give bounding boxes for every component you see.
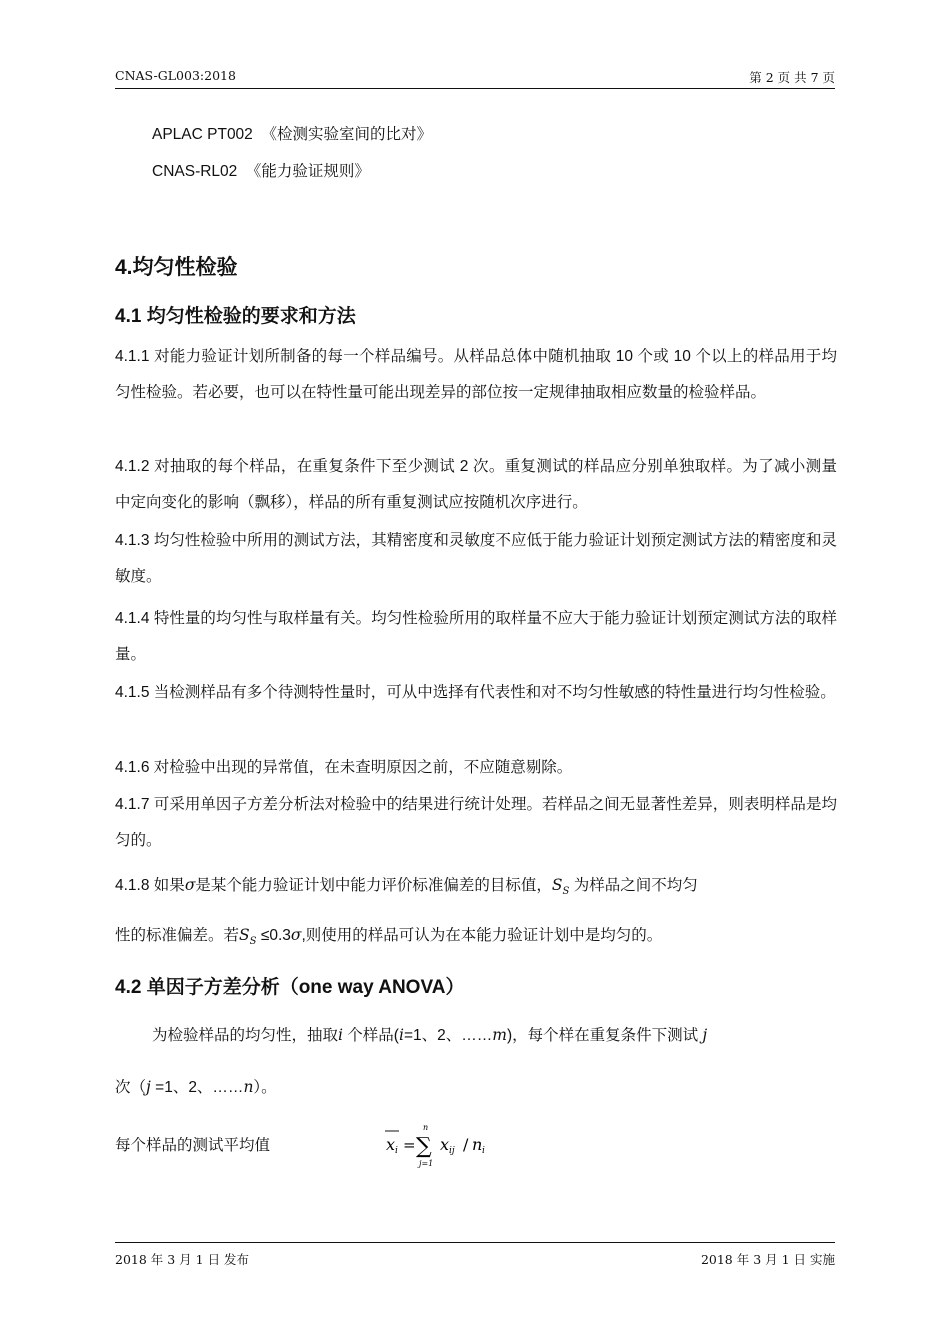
clause-text: ,则使用的样品可认为在本能力验证计划中是均匀的。	[301, 927, 663, 944]
var-m: m	[492, 1026, 507, 1044]
anova-text: =1、2、……	[403, 1027, 493, 1044]
clause-number: 4.1.1	[115, 348, 150, 365]
clause-text: 均匀性检验中所用的测试方法，其精密度和灵敏度不应低于能力验证计划预定测试方法的精密度和灵敏度。	[115, 532, 837, 585]
clause-number: 4.1.5	[115, 684, 150, 701]
sum-upper-limit: n	[423, 1123, 429, 1132]
clause-4-1-8-line1	[115, 873, 837, 897]
var-n: n	[243, 1078, 254, 1096]
ss-base: S	[239, 926, 250, 944]
clause-text: 可采用单因子方差分析法对检验中的结果进行统计处理。若样品之间无显著性差异，则表明样品是均匀的。	[115, 796, 837, 849]
formula-denom: n	[472, 1135, 483, 1154]
clause-text: 性的标准偏差。若	[115, 927, 240, 944]
formula-eq: =	[403, 1136, 416, 1154]
reference-code: APLAC PT002	[152, 126, 253, 143]
doc-code: CNAS-GL003:2018	[115, 68, 236, 83]
sum-icon: ∑	[416, 1134, 432, 1159]
subsection-title: 4.1 均匀性检验的要求和方法	[115, 306, 356, 327]
var-i: i	[398, 1026, 404, 1044]
formula-term-sub: ij	[449, 1146, 455, 1156]
clause-4-1-6	[115, 750, 837, 786]
footer-divider	[115, 1242, 835, 1243]
clause-4-1-5	[115, 675, 837, 711]
var-j: j	[146, 1078, 151, 1096]
clause-number: 4.1.3	[115, 532, 150, 549]
header-divider	[115, 88, 835, 89]
formula-denom-sub: i	[482, 1146, 485, 1156]
reference-item	[152, 159, 370, 181]
page-header	[115, 66, 835, 88]
clause-4-1-8-line2	[115, 923, 837, 947]
clause-4-1-2	[115, 449, 837, 521]
clause-text: 特性量的均匀性与取样量有关。均匀性检验所用的取样量不应大于能力验证计划预定测试方法的取样量。	[115, 610, 837, 663]
publish-date: 2018 年 3 月 1 日 发布	[115, 1252, 250, 1267]
subsection-title: 4.2 单因子方差分析（one way ANOVA）	[115, 977, 465, 998]
anova-text: 为检验样品的均匀性，抽取	[152, 1027, 339, 1044]
section-title: 4.均匀性检验	[115, 256, 238, 279]
clause-4-1-1	[115, 339, 837, 411]
anova-intro-line2	[115, 1075, 837, 1097]
ss-subscript: S	[562, 886, 570, 897]
sigma-symbol: σ	[290, 926, 302, 944]
clause-text: 当检测样品有多个待测特性量时，可从中选择有代表性和对不均匀性敏感的特性量进行均匀性检验。	[153, 684, 836, 701]
clause-number: 4.1.6	[115, 759, 150, 776]
reference-code: CNAS-RL02	[152, 163, 238, 180]
anova-text: )，每个样在重复条件下测试	[506, 1027, 699, 1044]
ss-symbol	[551, 876, 570, 897]
clause-4-1-3	[115, 523, 837, 595]
formula-lhs: x	[386, 1135, 396, 1154]
anova-text: ）。	[253, 1079, 277, 1096]
reference-title: 《能力验证规则》	[245, 163, 370, 180]
sigma-symbol: σ	[184, 876, 196, 894]
anova-text: 个样品(	[347, 1027, 399, 1044]
formula-label: 每个样品的测试平均值	[115, 1137, 271, 1154]
formula-term: x	[440, 1135, 450, 1154]
clause-number: 4.1.8	[115, 877, 150, 894]
anova-text: 次（	[115, 1079, 147, 1096]
clause-text: 如果	[153, 877, 185, 894]
clause-4-1-7	[115, 787, 837, 859]
threshold-value: ≤0.3	[260, 927, 291, 944]
formula-lhs-sub: i	[395, 1146, 398, 1156]
effective-date: 2018 年 3 月 1 日 实施	[700, 1252, 835, 1267]
formula-slash: /	[463, 1135, 469, 1154]
reference-title: 《检测实验室间的比对》	[261, 126, 432, 143]
clause-number: 4.1.7	[115, 796, 150, 813]
clause-text: 对抽取的每个样品，在重复条件下至少测试 2 次。重复测试的样品应分别单独取样。为了减小测量中定向变化的影响（飘移），样品的所有重复测试应按随机次序进行。	[115, 458, 837, 511]
clause-number: 4.1.4	[115, 610, 150, 627]
clause-text: 对能力验证计划所制备的每一个样品编号。从样品总体中随机抽取 10 个或 10 个以上的样品用于均匀性检验。若必要，也可以在特性量可能出现差异的部位按一定规律抽取相应数量的检验样品。	[115, 348, 837, 401]
ss-base: S	[551, 876, 563, 894]
page-number: 第 2 页 共 7 页	[749, 70, 835, 85]
clause-text: 是某个能力验证计划中能力评价标准偏差的目标值，	[195, 877, 552, 894]
ss-subscript: S	[249, 936, 257, 947]
anova-intro-line1	[152, 1023, 874, 1045]
var-j: j	[702, 1026, 708, 1044]
sum-lower-limit: j=1	[419, 1159, 434, 1168]
clause-text: 对检验中出现的异常值，在未查明原因之前，不应随意剔除。	[153, 759, 573, 776]
clause-number: 4.1.2	[115, 458, 150, 475]
anova-text: =1、2、……	[155, 1079, 244, 1096]
mean-formula	[384, 1122, 524, 1174]
ss-symbol	[239, 926, 257, 947]
reference-item	[152, 122, 432, 144]
var-i: i	[338, 1026, 343, 1044]
clause-4-1-4	[115, 601, 837, 673]
clause-text: 为样品之间不均匀	[573, 877, 698, 894]
